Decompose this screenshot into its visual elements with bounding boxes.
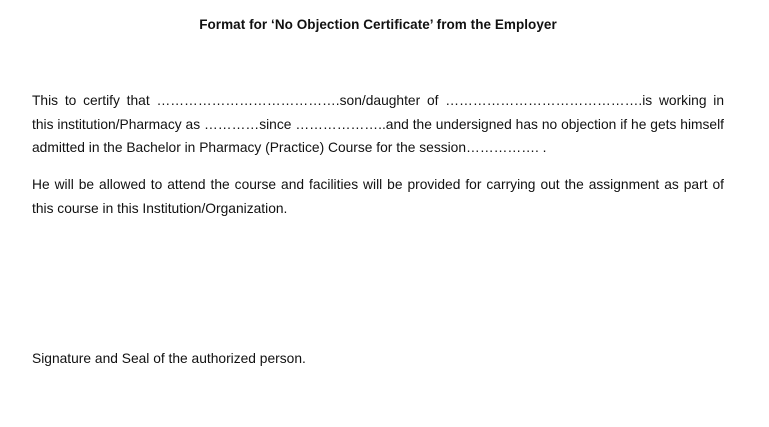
- certification-paragraph: This to certify that ………………………………….son/daughter of …………………………………….is working in this institution/Pharmacy as …………since ………………..and the undersigned has no objection if he gets himself admitted in the Bachelor in Pharmacy (Practice) Course for the session……………. .: [32, 93, 724, 155]
- course-permission-paragraph: He will be allowed to attend the course and facilities will be provided for carrying out the assignment as part of this course in this Institution/Organization.: [32, 177, 724, 216]
- signature-line: Signature and Seal of the authorized person.: [32, 351, 306, 366]
- document-title: Format for ‘No Objection Certificate’ from the Employer: [199, 17, 557, 32]
